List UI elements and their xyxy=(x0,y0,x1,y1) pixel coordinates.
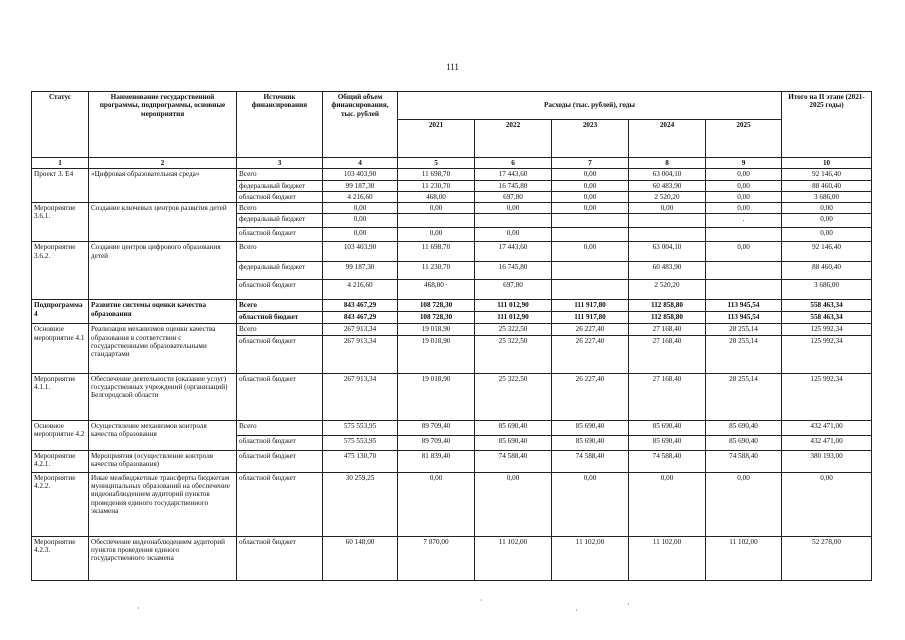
row-value: 0,00 xyxy=(706,203,782,214)
row-value: 3 686,00 xyxy=(782,280,872,300)
row-value: 25 322,50 xyxy=(475,335,552,373)
row-value: 4 216,60 xyxy=(323,280,398,300)
row-value: 0,00 xyxy=(552,180,629,191)
row-value: 25 322,50 xyxy=(475,324,552,335)
row-value: 63 004,10 xyxy=(629,242,706,262)
row-value xyxy=(552,280,629,300)
row-value: 432 471,00 xyxy=(782,420,872,435)
row-value: 0,00 xyxy=(706,180,782,191)
row-value: 0,00 xyxy=(706,242,782,262)
row-value: 0,00 xyxy=(323,214,398,228)
row-value: 125 992,34 xyxy=(782,335,872,373)
row-value: 11 698,70 xyxy=(398,242,475,262)
row-value: 111 917,80 xyxy=(552,312,629,324)
row-source: областной бюджет xyxy=(237,191,323,202)
row-value: 2 520,20 xyxy=(629,191,706,202)
header-year: 2025 xyxy=(706,120,782,158)
row-value: 475 130,70 xyxy=(323,450,398,472)
row-value: 108 728,30 xyxy=(398,300,475,312)
row-value: 60 148,00 xyxy=(323,536,398,580)
row-status: Мероприятие 4.1.1. xyxy=(32,373,89,420)
row-status: Подпрограмма 4 xyxy=(32,300,89,324)
row-source: областной бюджет xyxy=(237,435,323,450)
row-value: 0,00 xyxy=(782,203,872,214)
row-value: 0,00 xyxy=(552,472,629,536)
row-value: 11 230,70 xyxy=(398,262,475,280)
table-row xyxy=(32,169,872,180)
row-value: 85 690,40 xyxy=(475,435,552,450)
row-value: 99 187,30 xyxy=(323,262,398,280)
row-value: 85 690,40 xyxy=(706,435,782,450)
header-source: Источник финансирования xyxy=(237,92,323,158)
row-value: 11 102,00 xyxy=(552,536,629,580)
row-source: Всего xyxy=(237,324,323,335)
row-value: 26 227,40 xyxy=(552,373,629,420)
row-value: 28 255,14 xyxy=(706,324,782,335)
row-value: 2 520,20 xyxy=(629,280,706,300)
row-value: 0,00 xyxy=(706,472,782,536)
row-value: 85 690,40 xyxy=(475,420,552,435)
row-value: 111 012,90 xyxy=(475,300,552,312)
row-value xyxy=(629,228,706,242)
row-value: 25 322,50 xyxy=(475,373,552,420)
row-value: 74 588,40 xyxy=(629,450,706,472)
row-value: 17 443,60 xyxy=(475,169,552,180)
row-value: 0,00 xyxy=(706,169,782,180)
row-source: областной бюджет xyxy=(237,450,323,472)
row-value: 558 463,34 xyxy=(782,312,872,324)
row-source: федеральный бюджет xyxy=(237,214,323,228)
row-value: 28 255,14 xyxy=(706,335,782,373)
row-source: областной бюджет xyxy=(237,536,323,580)
header-year: 2024 xyxy=(629,120,706,158)
row-value: 111 917,80 xyxy=(552,300,629,312)
row-value: 0,00 xyxy=(782,228,872,242)
row-value: 0,00 xyxy=(782,472,872,536)
row-value: 85 690,40 xyxy=(552,420,629,435)
row-value: 0,00 xyxy=(629,203,706,214)
row-value: 843 467,29 xyxy=(323,312,398,324)
header-result: Итого на II этапе (2021-2025 годы) xyxy=(782,92,872,158)
row-value: 92 146,40 xyxy=(782,169,872,180)
header-name: Наименование государственной программы, подпрограммы, основные мероприятия xyxy=(89,92,237,158)
row-value: 74 588,40 xyxy=(706,450,782,472)
column-number: 6 xyxy=(475,158,552,169)
row-status: Мероприятие 4.2.1. xyxy=(32,450,89,472)
row-value: 17 443,60 xyxy=(475,242,552,262)
column-number: 7 xyxy=(552,158,629,169)
row-value: 0,00 xyxy=(475,203,552,214)
row-value xyxy=(552,214,629,228)
row-value: 0,00 xyxy=(706,191,782,202)
row-source: областной бюджет xyxy=(237,312,323,324)
table-row xyxy=(32,420,872,435)
row-value xyxy=(552,262,629,280)
row-value: 843 467,29 xyxy=(323,300,398,312)
row-value: 0,00 xyxy=(552,169,629,180)
row-value: 30 259,25 xyxy=(323,472,398,536)
row-status: Проект 3. Е4 xyxy=(32,169,89,203)
row-value: . xyxy=(706,214,782,228)
row-value: 558 463,34 xyxy=(782,300,872,312)
row-value: 92 146,40 xyxy=(782,242,872,262)
table-row xyxy=(32,472,872,536)
row-value: 88 460,40 xyxy=(782,180,872,191)
row-value xyxy=(629,214,706,228)
row-source: Всего xyxy=(237,300,323,312)
row-value: 103 403,90 xyxy=(323,169,398,180)
row-value: 0,00 xyxy=(475,472,552,536)
row-source: Всего xyxy=(237,420,323,435)
row-value: 267 913,34 xyxy=(323,335,398,373)
row-value: 267 913,34 xyxy=(323,324,398,335)
row-value xyxy=(552,228,629,242)
row-source: федеральный бюджет xyxy=(237,180,323,191)
row-value: 112 858,80 xyxy=(629,300,706,312)
row-name: «Цифровая образовательная среда» xyxy=(89,169,237,203)
row-value xyxy=(398,214,475,228)
table-row xyxy=(32,242,872,262)
row-value: 125 992,34 xyxy=(782,324,872,335)
row-source: Всего xyxy=(237,203,323,214)
row-value: 468,00 xyxy=(398,191,475,202)
row-value: 28 255,14 xyxy=(706,373,782,420)
table-row xyxy=(32,324,872,335)
row-value: 575 553,95 xyxy=(323,435,398,450)
row-value: 0,00 xyxy=(629,472,706,536)
row-name: Мероприятия (осуществление контроля качества образования) xyxy=(89,450,237,472)
budget-table xyxy=(31,91,872,581)
row-value: 697,80 xyxy=(475,280,552,300)
column-number: 4 xyxy=(323,158,398,169)
table-row xyxy=(32,373,872,420)
row-source: Всего xyxy=(237,169,323,180)
column-number: 2 xyxy=(89,158,237,169)
row-value: 0,00 xyxy=(552,191,629,202)
row-value: 19 018,90 xyxy=(398,324,475,335)
row-value: 88 460,40 xyxy=(782,262,872,280)
row-value xyxy=(706,262,782,280)
row-name: Реализация механизмов оценки качества образования в соответствии с государственными образовательными стандартами xyxy=(89,324,237,373)
header-total: Общий объем финансирования, тыс. рублей xyxy=(323,92,398,158)
row-value: 103 403,90 xyxy=(323,242,398,262)
column-number: 3 xyxy=(237,158,323,169)
table-row xyxy=(32,300,872,312)
row-value: 111 012,90 xyxy=(475,312,552,324)
row-value: 112 858,80 xyxy=(629,312,706,324)
row-value: 85 690,40 xyxy=(629,435,706,450)
row-name: Развитие системы оценки качества образования xyxy=(89,300,237,324)
row-value: 0,00 xyxy=(475,228,552,242)
row-name: Обеспечение деятельности (оказание услуг) государственных учреждений (организаций) Белгородской области xyxy=(89,373,237,420)
scan-mark: · xyxy=(627,600,630,609)
row-value: 575 553,95 xyxy=(323,420,398,435)
row-value: 19 018,90 xyxy=(398,335,475,373)
row-value: 27 168,40 xyxy=(629,373,706,420)
row-status: Мероприятие 4.2.2. xyxy=(32,472,89,536)
scan-mark: · xyxy=(137,604,140,613)
row-value: 11 102,00 xyxy=(629,536,706,580)
row-value: 267 913,34 xyxy=(323,373,398,420)
row-value: 60 483,90 xyxy=(629,180,706,191)
row-value: 85 690,40 xyxy=(706,420,782,435)
row-value xyxy=(706,228,782,242)
row-value: 81 839,40 xyxy=(398,450,475,472)
row-status: Основное мероприятие 4.1 xyxy=(32,324,89,373)
row-value: 89 709,40 xyxy=(398,435,475,450)
row-value: 4 216,60 xyxy=(323,191,398,202)
header-year: 2021 xyxy=(398,120,475,158)
row-value: 89 709,40 xyxy=(398,420,475,435)
row-value: 7 870,00 xyxy=(398,536,475,580)
row-value: 11 102,00 xyxy=(475,536,552,580)
row-value: 99 187,30 xyxy=(323,180,398,191)
row-source: областной бюджет xyxy=(237,335,323,373)
row-value: 26 227,40 xyxy=(552,324,629,335)
row-value: 468,00 · xyxy=(398,280,475,300)
row-value: 113 945,54 xyxy=(706,312,782,324)
row-value: 85 690,40 xyxy=(552,435,629,450)
row-value: 60 483,90 xyxy=(629,262,706,280)
table-row xyxy=(32,450,872,472)
row-value xyxy=(475,214,552,228)
table-body xyxy=(32,169,872,580)
row-source: областной бюджет xyxy=(237,228,323,242)
column-number: 10 xyxy=(782,158,872,169)
column-number: 1 xyxy=(32,158,89,169)
row-value: 108 728,30 xyxy=(398,312,475,324)
row-name: Создание центров цифрового образования детей xyxy=(89,242,237,300)
scan-mark: · xyxy=(575,606,578,615)
scan-mark: · xyxy=(480,596,483,605)
row-value: 27 168,40 xyxy=(629,324,706,335)
row-value: 0,00 xyxy=(398,472,475,536)
row-value: 52 278,00 xyxy=(782,536,872,580)
row-value: 125 992,34 xyxy=(782,373,872,420)
row-value: 0,00 xyxy=(323,203,398,214)
row-status: Основное мероприятие 4.2 xyxy=(32,420,89,450)
row-source: областной бюджет xyxy=(237,373,323,420)
row-value: 432 471,00 xyxy=(782,435,872,450)
row-value: 16 745,80 xyxy=(475,262,552,280)
row-status: Мероприятие 4.2.3. xyxy=(32,536,89,580)
table-row xyxy=(32,536,872,580)
row-value: 27 168,40 xyxy=(629,335,706,373)
header-year: 2023 xyxy=(552,120,629,158)
row-value: 697,80 xyxy=(475,191,552,202)
row-name: Обеспечение видеонаблюдением аудиторий пунктов проведения единого государственного экзамена xyxy=(89,536,237,580)
row-value xyxy=(706,280,782,300)
row-name: Осуществление механизмов контроля качества образования xyxy=(89,420,237,450)
row-value: 113 945,54 xyxy=(706,300,782,312)
row-source: областной бюджет xyxy=(237,472,323,536)
row-status: Мероприятие 3.6.1. xyxy=(32,203,89,242)
row-value: 74 588,40 xyxy=(475,450,552,472)
row-value: 11 698,70 xyxy=(398,169,475,180)
row-value: 380 193,00 xyxy=(782,450,872,472)
column-number: 9 xyxy=(706,158,782,169)
row-value: 3 686,00 xyxy=(782,191,872,202)
row-value: 0,00 xyxy=(782,214,872,228)
table-row xyxy=(32,203,872,214)
header-status: Статус xyxy=(32,92,89,158)
column-number: 8 xyxy=(629,158,706,169)
row-source: федеральный бюджет xyxy=(237,262,323,280)
row-value: 11 230,70 xyxy=(398,180,475,191)
row-value: 0,00 xyxy=(398,203,475,214)
header-expenses: Расходы (тыс. рублей), годы xyxy=(398,92,782,120)
row-value: 74 588,40 xyxy=(552,450,629,472)
row-status: Мероприятие 3.6.2. xyxy=(32,242,89,300)
row-source: Всего xyxy=(237,242,323,262)
row-value: 0,00 xyxy=(398,228,475,242)
row-value: 0,00 xyxy=(552,203,629,214)
row-value: 85 690,40 xyxy=(629,420,706,435)
row-value: 0,00 xyxy=(323,228,398,242)
header-year: 2022 xyxy=(475,120,552,158)
row-name: Создание ключевых центров развития детей xyxy=(89,203,237,242)
row-value: 26 227,40 xyxy=(552,335,629,373)
page-number: 111 xyxy=(446,62,459,72)
column-number: 5 xyxy=(398,158,475,169)
row-value: 63 004,10 xyxy=(629,169,706,180)
row-value: 19 018,90 xyxy=(398,373,475,420)
row-name: Иные межбюджетные трансферты бюджетам муниципальных образований на обеспечение видеонаблюдением аудиторий пунктов проведения единого государственного экзамена xyxy=(89,472,237,536)
row-source: областной бюджет xyxy=(237,280,323,300)
row-value: 11 102,00 xyxy=(706,536,782,580)
row-value: 16 745,80 xyxy=(475,180,552,191)
row-value: 0,00 xyxy=(552,242,629,262)
